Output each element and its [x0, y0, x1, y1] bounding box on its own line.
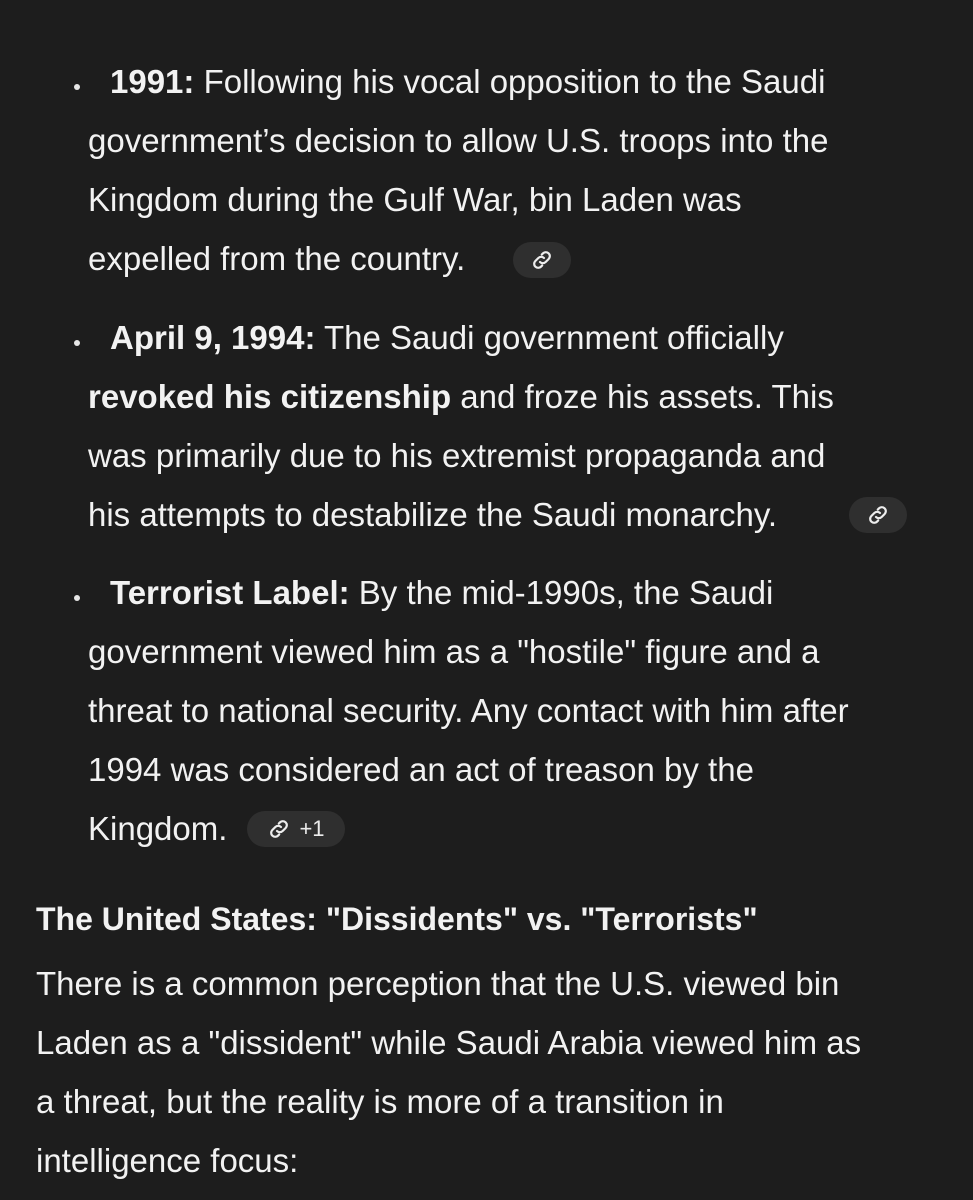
bullet-dot	[74, 84, 80, 90]
bullet-text: and froze his assets. This	[451, 378, 834, 415]
citation-chip[interactable]	[849, 497, 907, 533]
link-icon	[530, 248, 554, 272]
bullet-text: his attempts to destabilize the Saudi monarchy.	[88, 496, 778, 533]
bullet-text: threat to national security. Any contact with him after	[88, 692, 849, 729]
paragraph-line: Laden as a "dissident" while Saudi Arabia viewed him as	[36, 1024, 862, 1061]
link-icon	[267, 817, 291, 841]
bullet-text: Kingdom during the Gulf War, bin Laden was	[88, 181, 742, 218]
bullet-dot	[74, 595, 80, 601]
section-heading: The United States: "Dissidents" vs. "Terrorists"	[36, 901, 758, 937]
link-icon	[866, 503, 890, 527]
citation-count: +1	[299, 816, 325, 841]
bullet-text: Kingdom.	[88, 810, 228, 847]
bullet-text: By the mid-1990s, the Saudi	[349, 574, 774, 611]
citation-chip[interactable]	[247, 811, 345, 847]
paragraph-line: intelligence focus:	[36, 1142, 299, 1179]
bullet-text: government viewed him as a "hostile" figure and a	[88, 633, 820, 670]
paragraph-line: There is a common perception that the U.S. viewed bin	[36, 965, 840, 1002]
bullet-lead: April 9, 1994:	[110, 319, 316, 356]
bullet-text: The Saudi government officially	[315, 319, 784, 356]
bullet-lead: 1991:	[110, 63, 195, 100]
bullet-text: was primarily due to his extremist propaganda and	[88, 437, 826, 474]
paragraph-line: a threat, but the reality is more of a transition in	[36, 1083, 724, 1120]
bullet-emphasis: revoked his citizenship	[88, 378, 452, 415]
citation-chip[interactable]	[513, 242, 571, 278]
bullet-text: government’s decision to allow U.S. troops into the	[88, 122, 829, 159]
bullet-text: expelled from the country.	[88, 240, 466, 277]
bullet-lead: Terrorist Label:	[110, 574, 350, 611]
bullet-text: Following his vocal opposition to the Saudi	[194, 63, 826, 100]
bullet-text: 1994 was considered an act of treason by the	[88, 751, 754, 788]
bullet-dot	[74, 340, 80, 346]
